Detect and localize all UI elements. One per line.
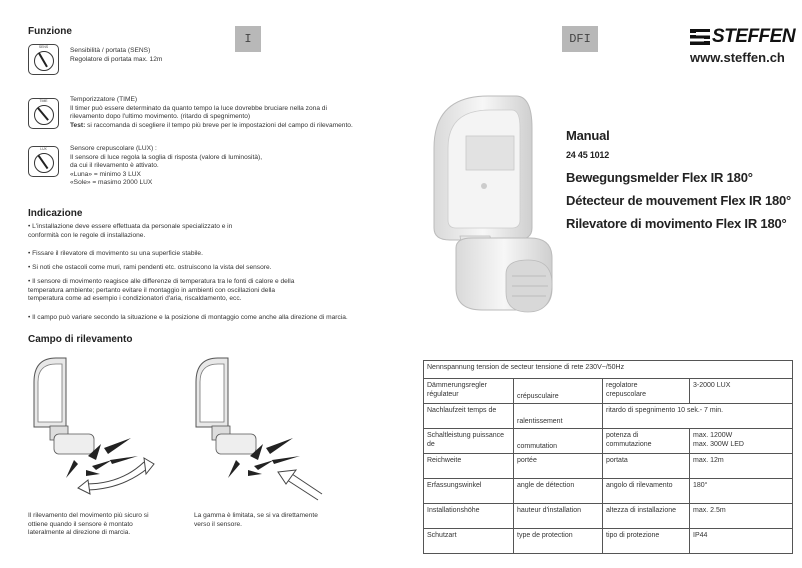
table-cell: portée [514,454,603,479]
product-photo [420,88,570,330]
table-row [424,454,793,479]
table-cell: Dämmerungsregler régulateur [424,379,514,404]
sens-description [70,47,162,64]
text-line: rilevamento dopo l'ultimo movimento. (ritardo di spegnimento) [70,113,251,121]
table-cell: angle de détection [514,479,603,504]
bullet-item [28,250,203,259]
lux-dial-icon [28,146,59,177]
table-cell: Schaltleistung puissance de [424,429,514,454]
bullet-item [28,278,294,304]
lux-description [70,145,262,188]
table-cell: Installationshöhe [424,504,514,529]
title-fr: Détecteur de mouvement Flex IR 180° [566,193,792,208]
brand-name: STEFFEN [712,26,796,47]
bullet-item [28,223,232,240]
table-row [424,479,793,504]
test-line [70,122,353,131]
table-cell: Reichweite [424,454,514,479]
table-cell: potenza di commutazione [603,429,690,454]
table-cell: 180° [690,479,793,504]
manual-label: Manual [566,128,610,143]
language-tag-i: I [235,26,261,52]
language-tag-dfi: DFI [562,26,598,52]
table-row [424,361,793,379]
sens-dial-icon [28,44,59,75]
text-line: temperatura come ad esempio i condizionatori d'aria, riscaldamento, ecc. [28,295,242,303]
table-cell: hauteur d'installation [514,504,603,529]
table-cell: max. 1200W max. 300W LED [690,429,793,454]
table-row [424,429,793,454]
text-line: • L'installazione deve essere effettuata da personale specializzato e in [28,223,233,230]
spec-table [423,360,793,554]
table-row [424,504,793,529]
table-cell: portata [603,454,690,479]
table-cell: Nennspannung tension de secteur tensione di rete 230V~/50Hz [424,361,793,379]
table-cell: altezza di installazione [603,504,690,529]
text-line: lateralmente al direzione di marcia. [28,529,131,537]
text-line: • Fissare il rilevatore di movimento su una superficie stabile. [28,250,203,257]
test-text: si raccomanda di scegliere il tempo più breve per le impostazioni del campo di rilevamento. [85,121,353,129]
text-line: Regolatore di portata max. 12m [70,55,163,63]
table-cell: crépusculaire [514,379,603,404]
title-de: Bewegungsmelder Flex IR 180° [566,170,753,185]
text-line: ottiene quando il sensore è montato [28,520,133,528]
dial-label: TIME [39,99,48,103]
table-cell: ralentissement [514,404,603,429]
text-line: «Luna» = minimo 3 LUX [70,170,141,178]
text-line: «Sole» = masimo 2000 LUX [70,179,153,187]
table-cell: tipo di protezione [603,529,690,554]
caption-side-mount [28,512,149,538]
text-line: La gamma è limitata, se si va direttamente [194,512,318,519]
table-cell: angolo di rilevamento [603,479,690,504]
test-label: Test: [70,121,86,129]
table-row [424,404,793,429]
indicazione-heading: Indicazione [28,208,83,219]
bullet-item [28,264,271,273]
table-cell: ritardo di spegnimento 10 sek.- 7 min. [603,404,793,429]
table-cell: IP44 [690,529,793,554]
title-it: Rilevatore di movimento Flex IR 180° [566,216,787,231]
table-cell: 3-2000 LUX [690,379,793,404]
caption-front-mount [194,512,318,529]
text-line: temperatura ambiente; pertanto evitare il montaggio in ambienti con oscillazioni della [28,286,276,294]
table-cell: type de protection [514,529,603,554]
time-description [70,96,353,130]
article-number: 24 45 1012 [566,150,610,160]
text-line: Sensibilità / portata (SENS) [70,47,151,54]
steffen-logo-icon [690,27,710,47]
table-cell: max. 12m [690,454,793,479]
funzione-heading: Funzione [28,26,72,37]
text-line: • Il campo può variare secondo la situazione e la posizione di montaggio come anche alla direzione di marcia. [28,314,348,321]
brand-url[interactable]: www.steffen.ch [690,50,785,65]
dial-label: SENS [38,45,49,49]
table-row [424,379,793,404]
table-cell: Schutzart [424,529,514,554]
table-row [424,529,793,554]
text-line: Il rilevamento del movimento più sicuro si [28,512,149,519]
text-line: da cui il rilevamento è attivato. [70,162,159,170]
time-dial-icon [28,98,59,129]
text-line: • Si noti che ostacoli come muri, rami pendenti etc. ostruiscono la vista del sensore. [28,264,272,271]
text-line: Il sensore di luce regola la soglia di risposta (valore di luminosità), [70,153,263,161]
table-cell: Nachlaufzeit temps de [424,404,514,429]
brand-logo [690,26,795,48]
bullet-item [28,314,348,323]
text-line: verso il sensore. [194,520,243,528]
table-cell: regolatore crepuscolare [603,379,690,404]
text-line: Il timer può essere determinato da quanto tempo la luce dovrebbe bruciare nella zona di [70,104,327,112]
table-cell: max. 2.5m [690,504,793,529]
text-line: conformità con le regole di installazione. [28,231,146,239]
table-cell: commutation [514,429,603,454]
side-mount-illustration [26,352,176,502]
text-line: • Il sensore di movimento reagisce alle differenze di temperatura tra le fonti di calore e della [28,278,295,285]
campo-heading: Campo di rilevamento [28,334,133,345]
table-cell: Erfassungswinkel [424,479,514,504]
text-line: Sensore crepuscolare (LUX) : [70,145,157,152]
front-mount-illustration [188,352,338,502]
dial-label: LUX [40,147,47,151]
text-line: Temporizzatore (TIME) [70,96,138,103]
